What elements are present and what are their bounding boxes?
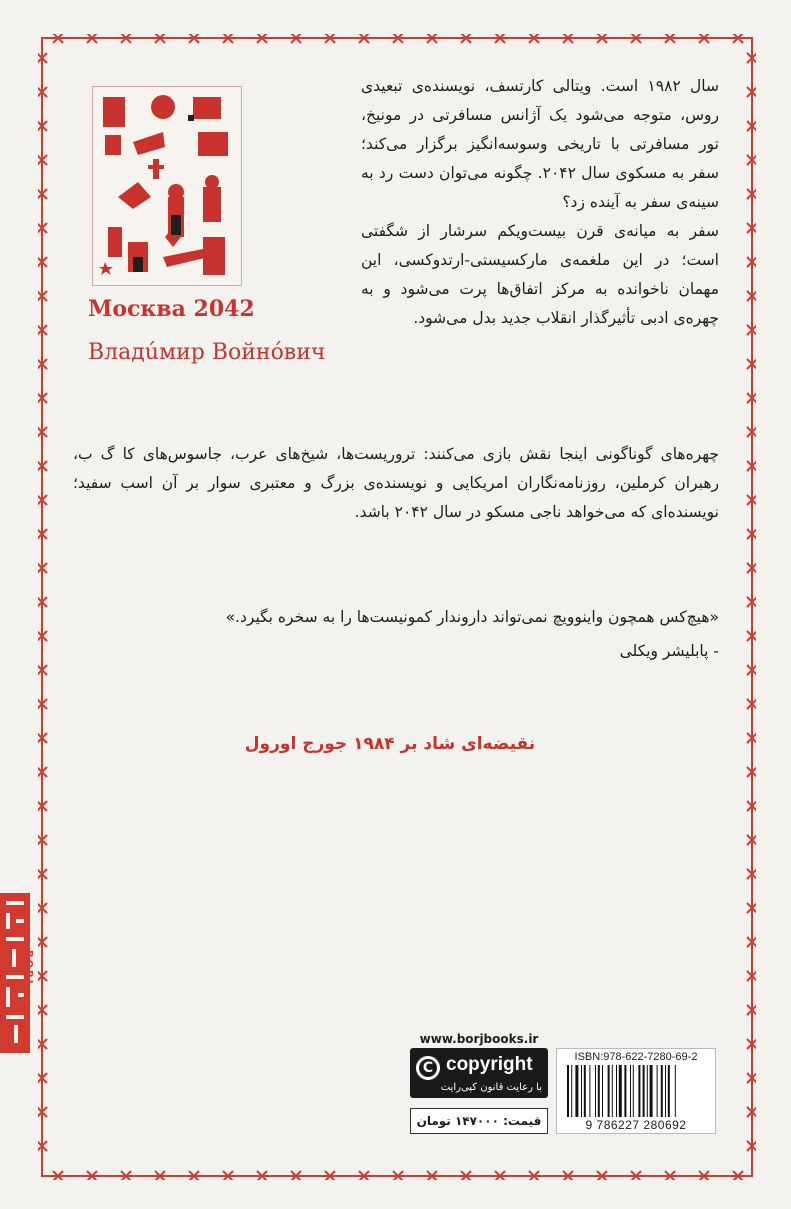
blurb-paragraph-1: سال ۱۹۸۲ است. ویتالی کارتسف، نویسنده‌ی تبعیدی روس، متوجه می‌شود یک آژانس مسافرتی در مونیخ، تور مسافرتی با تاریخی وسوسه‌انگیز برگزار می‌کند؛ سفر به مسکوی سال ۲۰۴۲. چگونه می‌توان دست رد به سینه‌ی سفر به آینده زد؟ [361, 77, 719, 211]
copyright-badge [410, 1048, 548, 1098]
blurb-paragraph-3: چهره‌های گوناگونی اینجا نقش بازی می‌کنند: تروریست‌ها، شیخ‌های عرب، جاسوس‌های کا گ ب، رهبران کرملین، روزنامه‌نگاران امریکایی و نویسنده‌ی بزرگ و معتبری سوار بر آن اسب سفید؛ نویسنده‌ای که می‌خواهد ناجی مسکو در سال ۲۰۴۲ باشد. [73, 445, 719, 521]
publisher-website[interactable]: www.borjbooks.ir [419, 1032, 539, 1046]
price-label: قیمت: ۱۴۷۰۰۰ تومان [410, 1108, 548, 1134]
review-quote: «هیچ‌کس همچون واینوویچ نمی‌تواند داروندار کمونیست‌ها را به سخره بگیرد.» [225, 608, 719, 626]
russian-title: Москва 2042 [88, 296, 255, 322]
soviet-collage-icon [93, 87, 241, 285]
russian-author: Владúмир Войнóвич [88, 340, 326, 365]
copyright-word: copyright [446, 1054, 533, 1075]
isbn-label: ISBN:978-622-7280-69-2 [574, 1051, 698, 1063]
tagline: نقیضه‌ای شاد بر ۱۹۸۴ جورج اورول [244, 734, 536, 754]
publisher-logo-text: BORJ [23, 950, 34, 986]
blurb-top [361, 72, 719, 333]
copyright-subtitle: با رعایت قانون کپی‌رایت [440, 1082, 542, 1093]
barcode-bars-icon [565, 1065, 709, 1117]
blurb-paragraph-2: سفر به میانه‌ی قرن بیست‌ویکم سرشار از شگفتی است؛ در این ملغمه‌ی مارکسیستی-ارتدوکسی، این مهمان ناخوانده به مرکز اتفاق‌ها پرت می‌شود و به چهره‌ی ادبی تأثیرگذار انقلاب جدید بدل می‌شود. [361, 222, 719, 327]
copyright-icon: C [416, 1056, 440, 1080]
review-source: - پابلیشر ویکلی [619, 642, 719, 660]
barcode [556, 1048, 716, 1134]
barcode-number: 9 786227 280692 [585, 1118, 687, 1132]
cover-illustration [92, 86, 242, 286]
